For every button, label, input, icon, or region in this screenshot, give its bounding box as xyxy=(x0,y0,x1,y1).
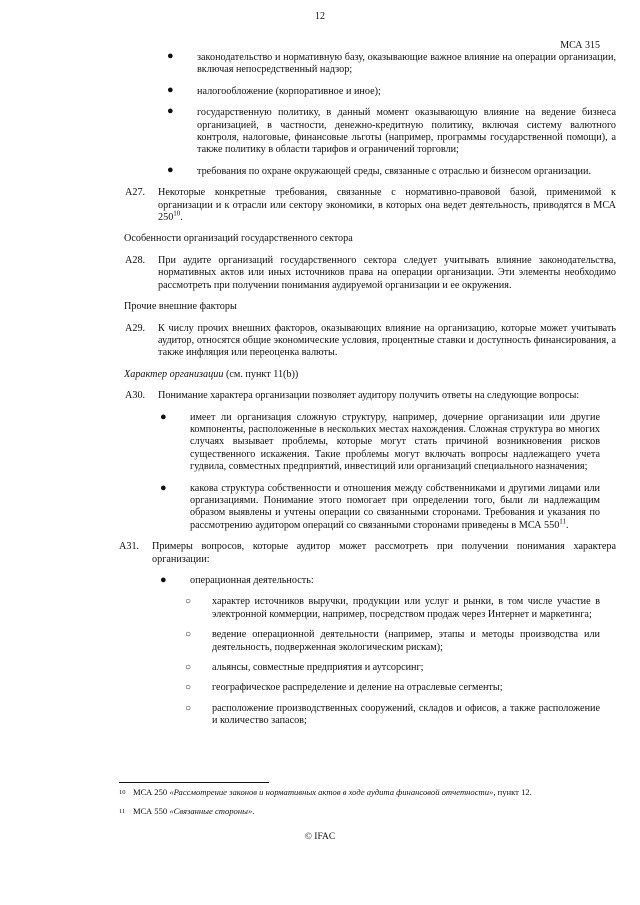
bullet-icon: ● xyxy=(160,574,167,586)
sub-list-item: ○ ведение операционной деятельности (например, этапы и методы производства или деятельность, подверженная экологическим рискам); xyxy=(185,629,600,653)
sub-list-item: ○ географическое распределение и деление на отраслевые сегменты; xyxy=(185,682,503,694)
footnote: 11 МСА 550 «Связанные стороны». xyxy=(119,806,255,816)
footnote-ref[interactable]: 11 xyxy=(559,517,567,526)
section-heading-public-sector: Особенности организаций государственного сектора xyxy=(124,233,353,245)
circle-bullet-icon: ○ xyxy=(185,682,192,694)
sub-list-item: ○ альянсы, совместные предприятия и аутсорсинг; xyxy=(185,662,424,674)
bullet-icon: ● xyxy=(167,50,174,62)
bullet-icon: ● xyxy=(167,163,174,176)
paragraph-a28: A28. При аудите организаций государственного сектора следует учитывать влияние законодательства, нормативных актов или иных источников права на операции организации. Эти элементы необходимо рассмотреть при получении понимания аудируемой организации и ее окружения. xyxy=(125,254,616,291)
sub-list-item: ○ характер источников выручки, продукции или услуг и рынки, в том числе участие в электронной коммерции, например, посредством продаж через Интернет и маркетинга; xyxy=(185,596,600,620)
list-item: ● требования по охране окружающей среды, связанные с отраслью и бизнесом организации. xyxy=(167,163,592,177)
paragraph-number: A31. xyxy=(119,541,140,553)
list-item: ● налогообложение (корпоративное и иное); xyxy=(167,83,381,97)
list-item: ● операционная деятельность: xyxy=(160,574,314,586)
list-item: ● какова структура собственности и отношения между собственниками и другими лицами или организациями. Понимание этого помогает при определении того, были ли надлежащим образом выявлены и учтены операции со связанными сторонами. Требования и указания по рассмотрению аудитором операций со связанными сторонами приведены в МСА $550^{11}$. xyxy=(160,481,600,531)
bullet-icon: ● xyxy=(160,410,167,423)
sub-list-item: ○ расположение производственных сооружений, складов и офисов, а также расположение и количество запасов; xyxy=(185,702,600,727)
paragraph-number: A28. xyxy=(125,254,146,266)
paragraph-number: A27. xyxy=(125,187,146,199)
footnote-ref[interactable]: 10 xyxy=(173,209,181,218)
bullet-icon: ● xyxy=(167,105,174,118)
page-body xyxy=(0,52,640,736)
paragraph-number: A29. xyxy=(125,322,146,334)
section-heading-nature: Характер организации (см. пункт 11(b)) xyxy=(124,368,299,380)
document-code: МСА 315 xyxy=(560,40,600,51)
copyright-notice: © IFAC xyxy=(304,832,336,842)
section-heading-other-factors: Прочие внешние факторы xyxy=(124,301,237,313)
list-item: ● законодательство и нормативную базу, оказывающие важное влияние на операции организации, включая непосредственный надзор; xyxy=(167,50,616,76)
circle-bullet-icon: ○ xyxy=(185,629,192,641)
circle-bullet-icon: ○ xyxy=(185,596,192,608)
circle-bullet-icon: ○ xyxy=(185,702,192,714)
list-item: ● государственную политику, в данный момент оказывающую влияние на ведение бизнеса организацией, в частности, денежно-кредитную политику, включая систему валютного контроля, налоговые, финансовые льготы (например, программы государственной помощи), а также политику в области тарифов и ограничений торговли; xyxy=(167,105,616,156)
bullet-icon: ● xyxy=(167,83,174,96)
paragraph-a29: A29. К числу прочих внешних факторов, оказывающих влияние на организацию, которые может учитывать аудитор, относятся общие экономические условия, процентные ставки и доступность финансирования, а также инфляция или переоценка валюты. xyxy=(125,322,616,359)
list-item: ● имеет ли организация сложную структуру, например, дочерние организации или другие компоненты, расположенные в нескольких местах нахождения. Сложная структура во многих случаях вызывает проблемы, которые могут стать причиной возникновения рисков существенного искажения. Такие проблемы могут включать вопросы надлежащего учета гудвила, совместных предприятий, инвестиций или организаций специального назначения; xyxy=(160,410,600,473)
footnote-divider xyxy=(119,782,269,783)
footnote: 10 МСА 250 «Рассмотрение законов и нормативных актов в ходе аудита финансовой отчетности», пункт 12. xyxy=(119,787,532,797)
bullet-icon: ● xyxy=(160,481,167,494)
paragraph-a27: A27. Некоторые конкретные требования, связанные с нормативно-правовой базой, применимой к организации и к отрасли или сектору экономики, в которых она ведет деятельность, приводятся в МСА $250^{10}$. xyxy=(125,187,616,224)
circle-bullet-icon: ○ xyxy=(185,662,192,674)
paragraph-a30: A30. Понимание характера организации позволяет аудитору получить ответы на следующие вопросы: xyxy=(125,390,580,402)
paragraph-number: A30. xyxy=(125,390,146,402)
page-number: 12 xyxy=(315,11,325,22)
paragraph-a31: A31. Примеры вопросов, которые аудитор может рассмотреть при получении понимания характера организации: xyxy=(119,541,616,565)
